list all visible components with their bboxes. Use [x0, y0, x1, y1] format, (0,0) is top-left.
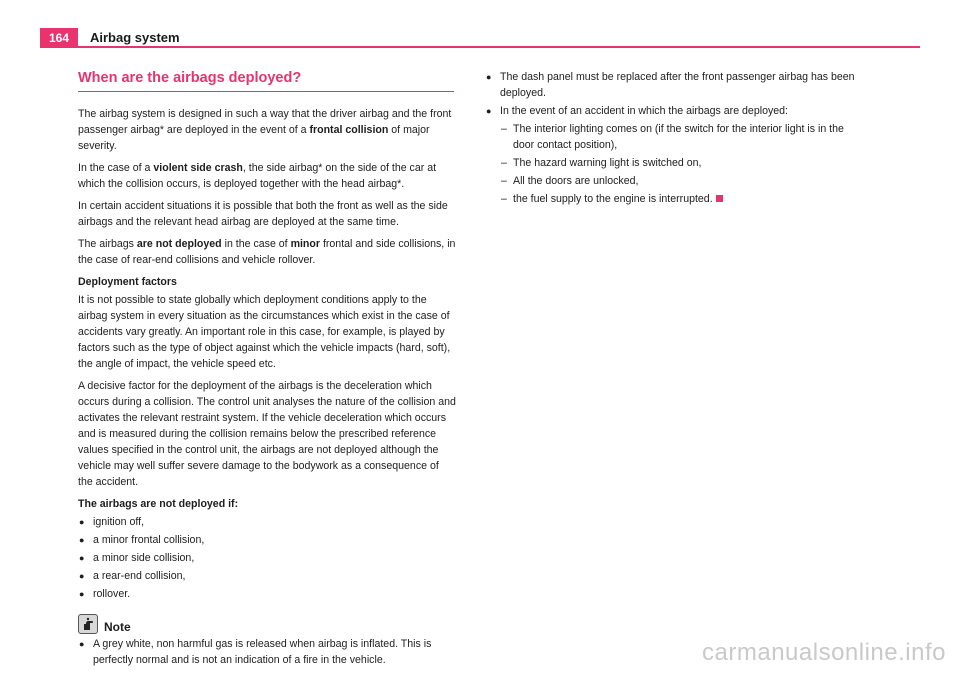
emphasis: are not deployed [136, 238, 222, 250]
left-column [78, 68, 456, 670]
dash-item-text: the fuel supply to the engine is interrupted. [513, 193, 713, 205]
accident-consequences-list [485, 121, 865, 207]
paragraph-not-deployed [78, 236, 456, 268]
note-icon [78, 614, 98, 634]
dash-item: – The interior lighting comes on (if the switch for the interior light is in the door contact position), [501, 121, 865, 153]
list-item: ● a minor frontal collision, [78, 532, 456, 548]
text: The airbag system is designed in such a way that the driver airbag and the front passenger airbag* are deployed in the event of a [78, 108, 452, 136]
text: , the side airbag* on the side of the car at which the collision occurs, is deployed together with the head airbag*. [78, 162, 437, 190]
page-header [40, 28, 920, 48]
text: The airbags [78, 238, 137, 250]
section-title: When are the airbags deployed? [78, 68, 454, 92]
text: in the case of [221, 238, 291, 250]
right-column [485, 69, 865, 209]
subheading-not-deployed-if: The airbags are not deployed if: [78, 498, 239, 510]
paragraph-both: In certain accident situations it is possible that both the front as well as the side airbags and the relevant head airbag are deployed at the same time. [78, 200, 448, 228]
list-item-dash-panel: ● The dash panel must be replaced after the front passenger airbag has been deployed. [485, 69, 865, 101]
dash-item: – The hazard warning light is switched on, [501, 155, 865, 171]
watermark: carmanualsonline.info [702, 639, 946, 666]
dash-item [501, 191, 865, 207]
emphasis: violent side crash [153, 162, 243, 174]
section-end-mark [716, 195, 723, 202]
text: In the case of a [78, 162, 154, 174]
note-label: Note [104, 620, 131, 634]
list-item: ● a minor side collision, [78, 550, 456, 566]
list-item: ● a rear-end collision, [78, 568, 456, 584]
not-deployed-list [78, 514, 456, 602]
header-rule [78, 46, 920, 48]
text: of major severity. [78, 124, 430, 152]
emphasis: minor [290, 238, 320, 250]
dash-item: – All the doors are unlocked, [501, 173, 865, 189]
paragraph-factors: It is not possible to state globally which deployment conditions apply to the airbag system in every situation as the circumstances which exist in the case of accidents vary greatly. An important role in this case, for example, is played by factors such as the type of object against which the vehicle impacts (hard, soft), the angle of impact, the vehicle speed etc. [78, 294, 451, 370]
page-number: 164 [40, 28, 78, 48]
subheading-deployment-factors: Deployment factors [78, 276, 177, 288]
running-head: Airbag system [90, 30, 180, 45]
paragraph-frontal [78, 106, 456, 154]
right-bullets [485, 69, 865, 119]
list-item: ● ignition off, [78, 514, 456, 530]
note-list [78, 636, 456, 668]
emphasis: frontal collision [309, 124, 389, 136]
list-item: ● rollover. [78, 586, 456, 602]
note-heading [78, 614, 456, 636]
list-item-accident: ● In the event of an accident in which the airbags are deployed: [485, 103, 865, 119]
paragraph-deceleration: A decisive factor for the deployment of the airbags is the deceleration which occurs during a collision. The control unit analyses the nature of the collision and activates the relevant restraint system. If the vehicle deceleration which occurs and is measured during the collision remains below the prescribed reference values specified in the control unit, the airbags are not deployed although the vehicle may well suffer severe damage to the bodywork as a consequence of the accident. [78, 380, 456, 488]
paragraph-side [78, 160, 456, 192]
note-item: ● A grey white, non harmful gas is released when airbag is inflated. This is perfectly normal and is not an indication of a fire in the vehicle. [78, 636, 456, 668]
text: frontal and side collisions, in the case of rear-end collisions and vehicle rollover. [78, 238, 456, 266]
